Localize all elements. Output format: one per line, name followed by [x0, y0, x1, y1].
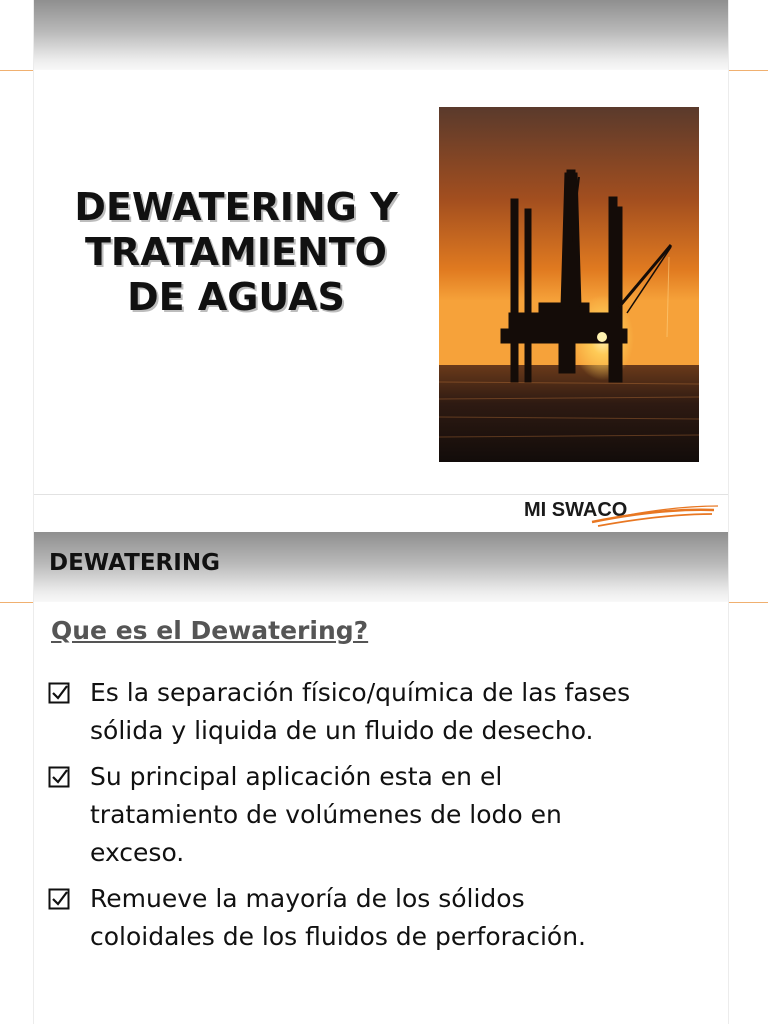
title-line-1: DEWATERING Y	[74, 185, 398, 229]
list-item	[48, 758, 648, 872]
section-title: DEWATERING	[49, 550, 220, 576]
bullet-text: Remueve la mayoría de los sólidos coloidales de los fluidos de perforación.	[90, 884, 586, 951]
list-item	[48, 880, 648, 956]
slide-dewatering	[33, 532, 729, 1024]
header-gradient-bar	[34, 0, 728, 70]
checkbox-checked-icon	[48, 766, 72, 790]
checkbox-checked-icon	[48, 682, 72, 706]
slide-title	[33, 0, 729, 532]
slide-title-heading	[46, 185, 426, 320]
bullet-list	[48, 674, 648, 964]
bullet-text: Su principal aplicación esta en el tratamiento de volúmenes de lodo en exceso.	[90, 762, 562, 867]
bullet-text: Es la separación físico/química de las fases sólida y liquida de un fluido de desecho.	[90, 678, 631, 745]
title-line-2: TRATAMIENTO	[85, 230, 387, 274]
miswaco-logo	[522, 492, 722, 528]
logo-text: MI SWACO	[524, 499, 628, 521]
title-line-3: DE AGUAS	[127, 275, 345, 319]
checkbox-checked-icon	[48, 888, 72, 912]
question-heading: Que es el Dewatering?	[51, 616, 369, 645]
offshore-rig-photo	[439, 107, 699, 462]
list-item	[48, 674, 648, 750]
